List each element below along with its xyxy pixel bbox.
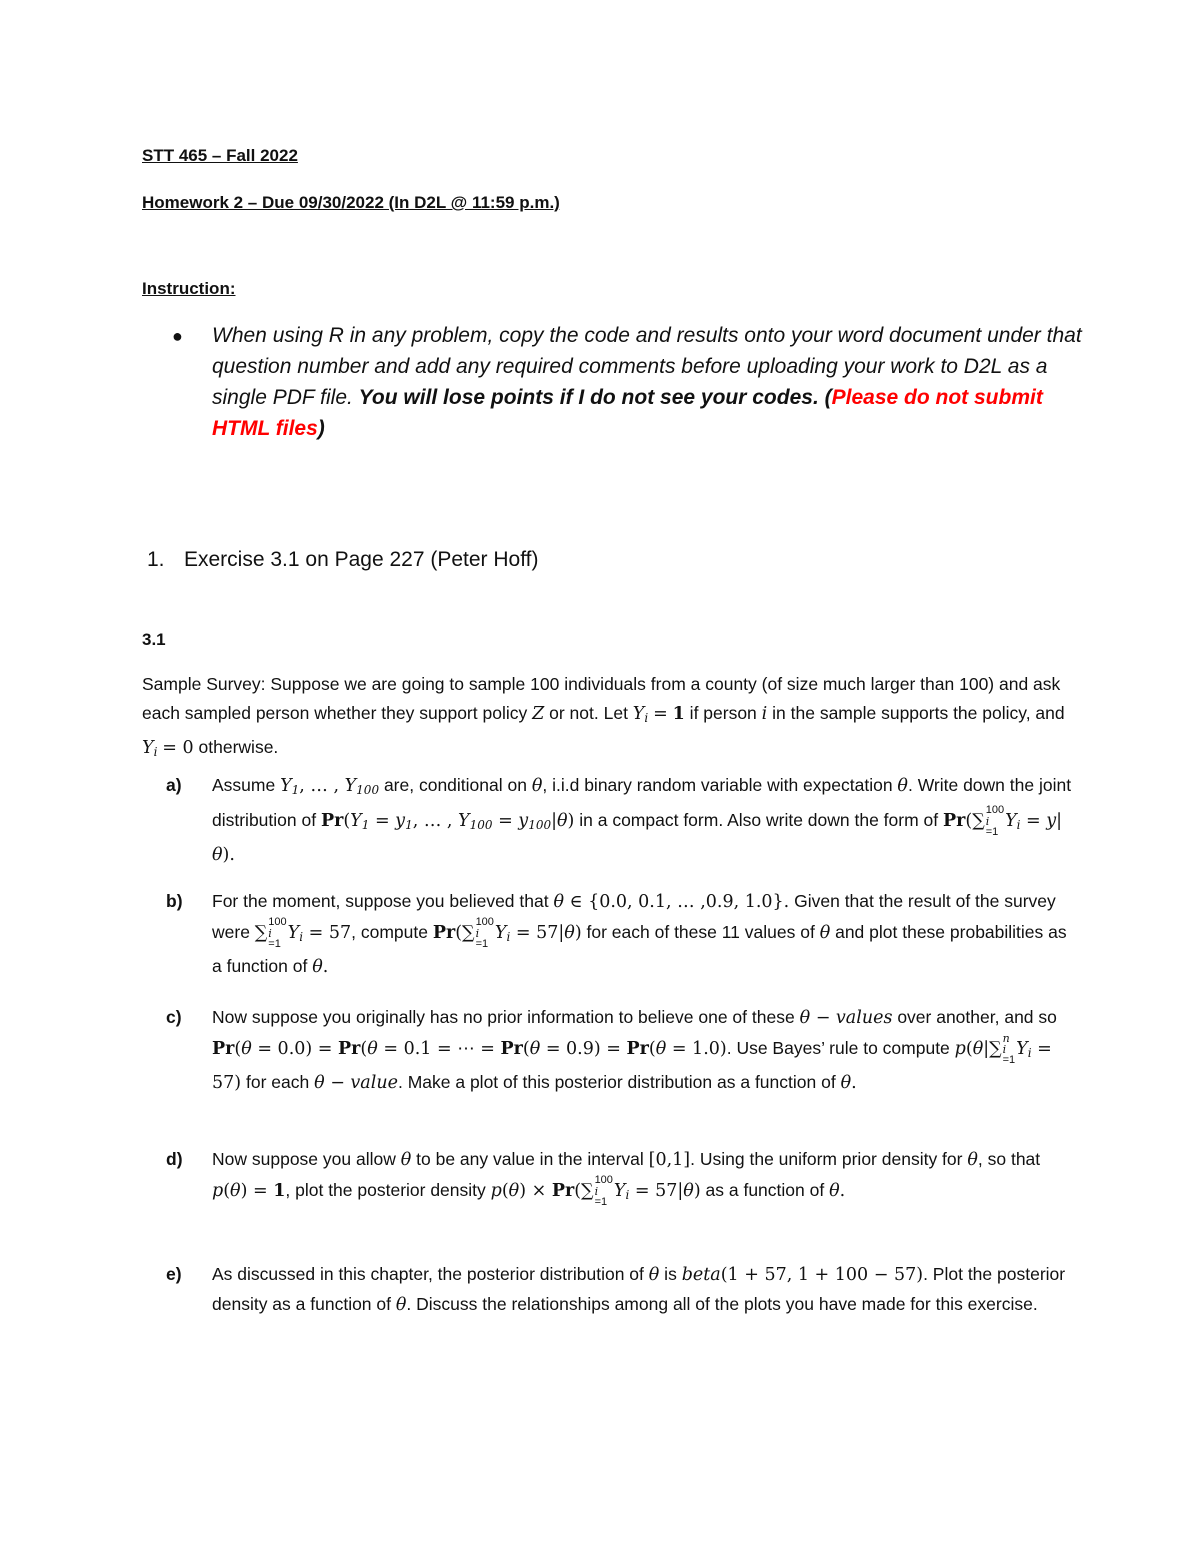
item-label: a) — [166, 775, 182, 795]
course-title: STT 465 – Fall 2022 — [142, 146, 298, 165]
item-text: Now suppose you originally has no prior information to believe one of these θ − values over another, and so Pr(θ = 0.0) = Pr(θ = 0.1 = ⋯ = Pr(θ = 0.9) = Pr(θ = 1.0). Use Bayes’ rule to compute p(θ|∑ n i =1Yi = 57) for each θ − value. Make a plot of this posterior distribution as a function of θ. — [212, 1007, 1057, 1094]
section-title: Exercise 3.1 on Page 227 (Peter Hoff) — [184, 548, 539, 571]
item-text: Assume Y1, … , Y100 are, conditional on θ, i.i.d binary random variable with expectation θ. Write down the joint distribution of Pr(Y1 = y1, … , Y100 = y100|θ) in a compact form. Also write down the form of Pr(∑ 100 i =1Yi = y|θ). — [212, 775, 1072, 866]
homework-title: Homework 2 – Due 09/30/2022 (In D2L @ 11:59 p.m.) — [142, 193, 560, 212]
item-text: Now suppose you allow θ to be any value in the interval [0,1]. Using the uniform prior density for θ, so that p(θ) = 1, plot the posterior density p(θ) × Pr(∑ 100 i =1Yi = 57|θ) as a function of θ. — [212, 1149, 1041, 1208]
item-text: As discussed in this chapter, the posterior distribution of θ is beta(1 + 57, 1 + 100 − 57). Plot the posterior density as a function of θ. Discuss the relationships among all of the plots you have made for this exercise. — [212, 1264, 1066, 1315]
instruction-text: When using R in any problem, copy the code and results onto your word document under that question number and add any required comments before uploading your work to D2L as a single PDF file. You will lose points if I do not see your codes. (Please do not submit HTML files) — [212, 324, 1082, 440]
item-text: For the moment, suppose you believed that θ ∈ {0.0, 0.1, … ,0.9, 1.0}. Given that the result of the survey were ∑ 100 i =1Yi = 57, compute Pr(∑ 100 i =1Yi = 57|θ) for each of these 11 values of θ and plot these probabilities as a function of θ. — [212, 891, 1067, 978]
item-label: b) — [166, 891, 183, 911]
exercise-intro: Sample Survey: Suppose we are going to sample 100 individuals from a county (of size much larger than 100) and ask each sampled person whether they support policy Z or not. Let Yi = 1 if person i in the sample supports the policy, and Yi = 0 otherwise. — [142, 674, 1065, 759]
item-label: c) — [166, 1007, 182, 1027]
instruction-heading: Instruction: — [142, 279, 236, 298]
item-label: e) — [166, 1264, 182, 1284]
exercise-subheading: 3.1 — [142, 630, 166, 649]
item-label: d) — [166, 1149, 183, 1169]
section-number: 1. — [147, 548, 165, 571]
bullet-icon: ● — [172, 326, 183, 346]
